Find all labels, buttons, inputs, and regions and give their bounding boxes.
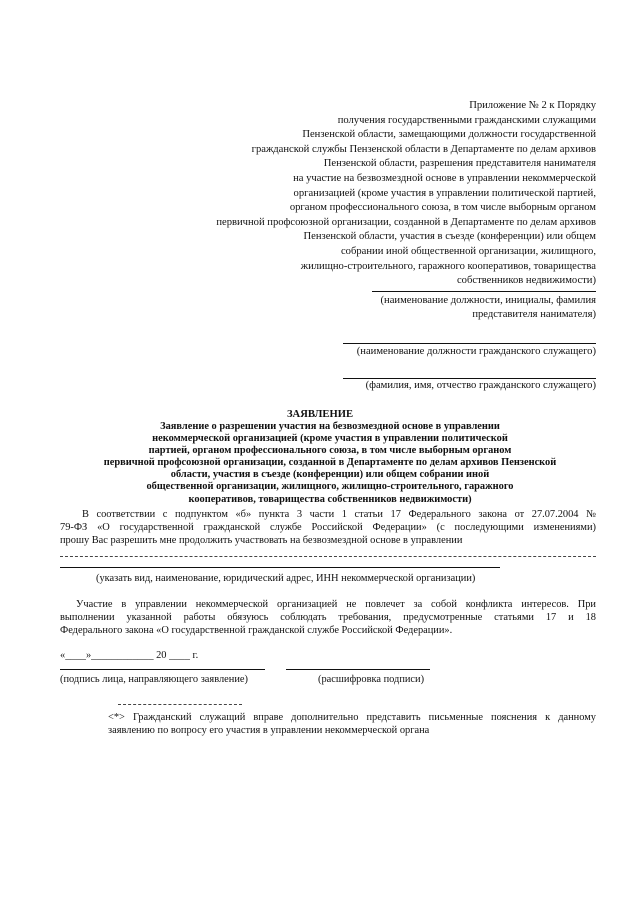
subtitle-line: Заявление о разрешении участия на безвозмездной основе в управлении bbox=[160, 421, 500, 432]
appendix-line: на участие на безвозмездной основе в управлении некоммерческой bbox=[293, 172, 596, 184]
appendix-line: Пензенской области, замещающими должности государственной bbox=[302, 129, 596, 141]
employer-line bbox=[372, 291, 596, 292]
signature-line bbox=[60, 669, 265, 670]
appendix-line: получения государственными гражданскими служащими bbox=[337, 114, 596, 126]
conflict-line-2: выполнении указанной работы обязуюсь соблюдать требования, предусмотренные статьями 17 и 18 bbox=[60, 612, 596, 623]
decode-caption: (расшифровка подписи) bbox=[318, 674, 425, 685]
document-subtitle bbox=[100, 421, 560, 506]
subtitle-line: кооперативов, товарищества собственников недвижимости) bbox=[188, 493, 472, 505]
request-line-2: 79-ФЗ «О государственной гражданской службе Российской Федерации» (с последующими изменениями) bbox=[60, 522, 596, 533]
document-title: ЗАЯВЛЕНИЕ bbox=[286, 409, 354, 420]
subtitle-line: области, участия в съезде (конференции) или общем собрании иной bbox=[170, 469, 490, 481]
footnote-separator bbox=[118, 704, 242, 705]
appendix-line: органом профессионального союза, в том числе выборным органом bbox=[289, 202, 596, 214]
appendix-line: собственников недвижимости) bbox=[456, 275, 596, 287]
conflict-line-1: Участие в управлении некоммерческой организацией не повлечет за собой конфликта интересов. При bbox=[76, 599, 596, 610]
conflict-line-3: Федерального закона «О государственной гражданской службе Российской Федерации». bbox=[60, 625, 453, 636]
appendix-header bbox=[150, 99, 596, 289]
signer-caption: (подпись лица, направляющего заявление) bbox=[60, 674, 248, 685]
appendix-line: организацией (кроме участия в управлении политической партией, bbox=[293, 187, 596, 199]
footnote-line-2: заявлению по вопросу его участия в управлении некоммерческой органа bbox=[108, 725, 430, 736]
footnote-line-1: <*> Гражданский служащий вправе дополнительно представить письменные пояснения к данному bbox=[108, 712, 596, 723]
employer-caption-1: (наименование должности, инициалы, фамилия bbox=[380, 295, 596, 306]
subtitle-line: общественной организации, жилищного, жилищно-строительного, гаражного bbox=[146, 481, 514, 493]
date-line: «____»____________ 20 ____ г. bbox=[60, 650, 199, 661]
request-line-1: В соответствии с подпунктом «б» пункта 3 части 1 статьи 17 Федерального закона от 27.07.2004 № bbox=[82, 509, 596, 520]
appendix-line: жилищно-строительного, гаражного кооперативов, товарищества bbox=[300, 260, 596, 272]
appendix-line: первичной профсоюзной организации, созданной в Департаменте по делам архивов bbox=[216, 216, 596, 228]
decode-line bbox=[286, 669, 430, 670]
appendix-line: Пензенской области, разрешения представителя нанимателя bbox=[323, 158, 596, 170]
subtitle-line: некоммерческой организацией (кроме участия в управлении политической bbox=[152, 433, 508, 445]
appendix-line: гражданской службы Пензенской области в Департаменте по делам архивов bbox=[251, 143, 596, 155]
name-caption: (фамилия, имя, отчество гражданского служащего) bbox=[365, 380, 596, 391]
subtitle-line: первичной профсоюзной организации, созданной в Департаменте по делам архивов Пензенской bbox=[103, 457, 557, 469]
request-line-3: прошу Вас разрешить мне продолжить участвовать на безвозмездной основе в управлении bbox=[60, 535, 463, 546]
position-line bbox=[343, 343, 596, 344]
appendix-line: Пензенской области, участия в съезде (конференции) или общем bbox=[303, 231, 596, 243]
employer-caption-2: представителя нанимателя) bbox=[472, 309, 596, 320]
position-caption: (наименование должности гражданского служащего) bbox=[356, 346, 596, 357]
subtitle-line: партией, органом профессионального союза, в том числе выборным органом bbox=[148, 445, 512, 457]
organization-caption: (указать вид, наименование, юридический адрес, ИНН некоммерческой организации) bbox=[96, 573, 476, 584]
organization-fill-line-2 bbox=[60, 567, 500, 568]
organization-fill-line bbox=[60, 556, 596, 557]
appendix-line: собрании иной общественной организации, жилищного, bbox=[340, 245, 596, 257]
appendix-line: Приложение № 2 к Порядку bbox=[469, 100, 596, 111]
